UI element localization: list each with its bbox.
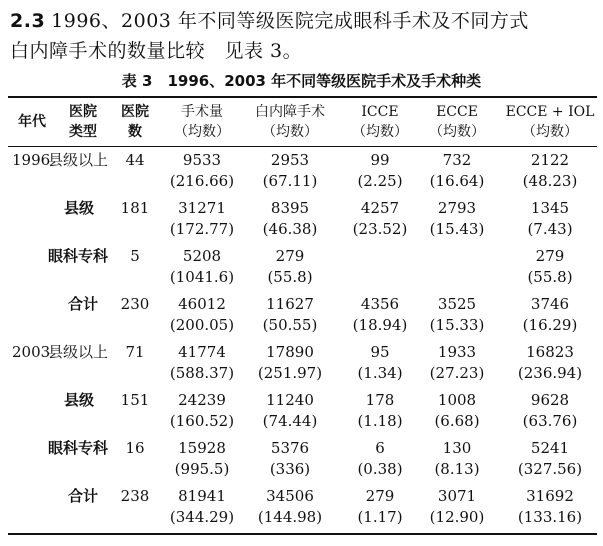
cell-icce-value: 4356 (360, 295, 400, 313)
cell-ecce-mean: (12.90) (429, 508, 485, 526)
row-hospital-count: 71 (125, 343, 145, 361)
section-heading (10, 6, 598, 66)
row-hospital-count: 238 (120, 487, 150, 505)
header-ecce-iol-line-2: （均数） (522, 124, 578, 140)
cell-icce-value: 99 (370, 151, 390, 169)
cell-ecce-value: 2793 (437, 199, 477, 217)
cell-ecce-iol-mean: (7.43) (527, 220, 573, 238)
cell-cataract-value: 5376 (270, 439, 310, 457)
section-title-line-2: 白内障手术的数量比较 见表 3。 (10, 40, 303, 62)
row-hospital-type: 县级 (64, 391, 95, 409)
cell-icce-mean: (18.94) (352, 316, 408, 334)
cell-ecce-iol-mean: (48.23) (522, 172, 578, 190)
cell-surgeries-value: 9533 (182, 151, 222, 169)
row-year: 2003 (12, 343, 51, 361)
cell-cataract-value: 279 (275, 247, 305, 265)
section-heading-line-1 (10, 6, 598, 36)
cell-surgeries-value: 31271 (178, 199, 226, 217)
row-hospital-count: 5 (130, 247, 140, 265)
row-hospital-count: 151 (120, 391, 150, 409)
header-surgeries-line-1: 手术量 (181, 104, 223, 120)
header-count-line-1: 医院 (121, 104, 149, 120)
header-ecce-line-1: ECCE (436, 104, 478, 120)
cell-ecce-mean: (27.23) (429, 364, 485, 382)
row-hospital-count: 181 (120, 199, 150, 217)
cell-ecce-mean: (16.64) (429, 172, 485, 190)
cell-icce-mean: (23.52) (352, 220, 408, 238)
cell-ecce-iol-mean: (63.76) (522, 412, 578, 430)
cell-ecce-mean: (15.33) (429, 316, 485, 334)
cell-icce-value: 279 (365, 487, 395, 505)
header-type-line-1: 医院 (69, 104, 97, 120)
header-cataract-line-1: 白内障手术 (255, 104, 325, 120)
cell-icce-mean: (1.18) (357, 412, 403, 430)
cell-ecce-iol-value: 3746 (530, 295, 570, 313)
cell-surgeries-value: 24239 (178, 391, 226, 409)
cell-cataract-mean: (74.44) (262, 412, 318, 430)
header-cataract-line-2: （均数） (262, 124, 318, 140)
cell-ecce-iol-mean: (133.16) (517, 508, 583, 526)
cell-icce-value: 95 (370, 343, 390, 361)
row-hospital-count: 230 (120, 295, 150, 313)
cell-ecce-iol-mean: (16.29) (522, 316, 578, 334)
cell-surgeries-value: 5208 (182, 247, 222, 265)
cell-ecce-iol-value: 9628 (530, 391, 570, 409)
cell-surgeries-value: 46012 (178, 295, 226, 313)
table-caption: 表 3 1996、2003 年不同等级医院手术及手术种类 (121, 72, 482, 90)
table-header-rule (8, 146, 597, 147)
cell-ecce-iol-value: 31692 (526, 487, 574, 505)
cell-cataract-value: 2953 (270, 151, 310, 169)
cell-ecce-value: 3525 (437, 295, 477, 313)
cell-ecce-iol-mean: (327.56) (517, 460, 583, 478)
cell-surgeries-mean: (216.66) (169, 172, 235, 190)
row-hospital-type: 眼科专科 (48, 247, 109, 265)
cell-surgeries-value: 81941 (178, 487, 226, 505)
cell-ecce-value: 1933 (437, 343, 477, 361)
cell-surgeries-mean: (344.29) (169, 508, 235, 526)
cell-surgeries-value: 41774 (178, 343, 226, 361)
table-bottom-rule (8, 533, 597, 535)
header-year: 年代 (18, 114, 46, 130)
cell-ecce-iol-value: 279 (535, 247, 565, 265)
row-hospital-type: 县级以上 (48, 343, 109, 361)
cell-ecce-value: 732 (442, 151, 472, 169)
cell-cataract-mean: (46.38) (262, 220, 318, 238)
row-year: 1996 (12, 151, 51, 169)
row-hospital-type: 眼科专科 (48, 439, 109, 457)
cell-icce-value: 4257 (360, 199, 400, 217)
cell-ecce-value: 130 (442, 439, 472, 457)
header-ecce-line-2: （均数） (429, 124, 485, 140)
cell-surgeries-mean: (588.37) (169, 364, 235, 382)
cell-surgeries-mean: (200.05) (169, 316, 235, 334)
table-top-rule (8, 96, 597, 98)
cell-icce-value: 6 (375, 439, 385, 457)
section-title-line-1: 1996、2003 年不同等级医院完成眼科手术及不同方式 (51, 10, 529, 32)
cell-ecce-iol-value: 1345 (530, 199, 570, 217)
cell-icce-mean: (2.25) (357, 172, 403, 190)
header-surgeries-line-2: （均数） (174, 124, 230, 140)
cell-ecce-value: 1008 (437, 391, 477, 409)
cell-surgeries-value: 15928 (178, 439, 226, 457)
cell-ecce-iol-mean: (55.8) (527, 268, 573, 286)
cell-ecce-iol-mean: (236.94) (517, 364, 583, 382)
cell-cataract-mean: (67.11) (262, 172, 318, 190)
cell-ecce-mean: (15.43) (429, 220, 485, 238)
cell-ecce-mean: (6.68) (434, 412, 480, 430)
row-hospital-type: 合计 (68, 295, 99, 313)
cell-surgeries-mean: (995.5) (174, 460, 230, 478)
cell-icce-mean: (0.38) (357, 460, 403, 478)
row-hospital-type: 县级以上 (48, 151, 109, 169)
header-icce-line-1: ICCE (361, 104, 399, 120)
cell-surgeries-mean: (160.52) (169, 412, 235, 430)
row-hospital-count: 44 (125, 151, 145, 169)
cell-cataract-value: 17890 (266, 343, 314, 361)
cell-cataract-mean: (144.98) (257, 508, 323, 526)
cell-cataract-value: 34506 (266, 487, 314, 505)
row-hospital-type: 县级 (64, 199, 95, 217)
cell-ecce-value: 3071 (437, 487, 477, 505)
cell-cataract-value: 11627 (266, 295, 314, 313)
cell-cataract-mean: (251.97) (257, 364, 323, 382)
header-icce-line-2: （均数） (352, 124, 408, 140)
header-ecce-iol-line-1: ECCE + IOL (505, 104, 595, 120)
cell-icce-mean: (1.34) (357, 364, 403, 382)
cell-ecce-iol-value: 2122 (530, 151, 570, 169)
cell-cataract-mean: (55.8) (267, 268, 313, 286)
cell-icce-value: 178 (365, 391, 395, 409)
cell-ecce-mean: (8.13) (434, 460, 480, 478)
row-hospital-count: 16 (125, 439, 145, 457)
cell-ecce-iol-value: 16823 (526, 343, 574, 361)
cell-ecce-iol-value: 5241 (530, 439, 570, 457)
cell-cataract-mean: (336) (269, 460, 311, 478)
cell-cataract-value: 8395 (270, 199, 310, 217)
section-number: 2.3 (10, 10, 46, 32)
row-hospital-type: 合计 (68, 487, 99, 505)
cell-cataract-value: 11240 (266, 391, 314, 409)
cell-surgeries-mean: (1041.6) (169, 268, 235, 286)
cell-cataract-mean: (50.55) (262, 316, 318, 334)
cell-surgeries-mean: (172.77) (169, 220, 235, 238)
cell-icce-mean: (1.17) (357, 508, 403, 526)
header-count-line-2: 数 (128, 124, 142, 140)
header-type-line-2: 类型 (69, 124, 97, 140)
